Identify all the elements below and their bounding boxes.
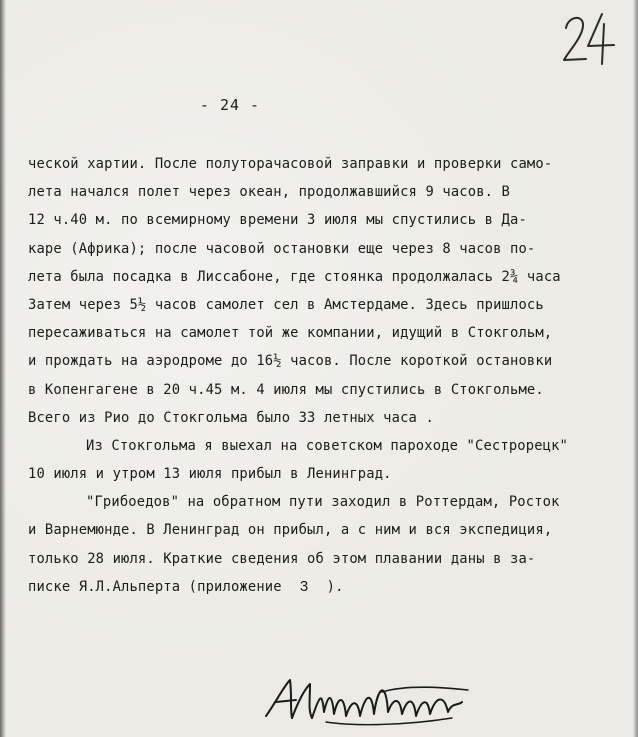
text-line: лета была посадка в Лиссабоне, где стоянка продолжалась 2¾ часа — [28, 268, 561, 285]
text-line: "Грибоедов" на обратном пути заходил в Роттердам, Росток — [86, 494, 560, 511]
text-line: Из Стокгольма я выехал на советском пароходе "Сестрорецк" — [86, 437, 569, 454]
handwritten-appendix-number: 3 — [299, 577, 309, 595]
text-line-last — [28, 573, 634, 601]
handwritten-folio-number — [558, 8, 620, 68]
body-text — [28, 150, 634, 601]
text-line: и прождать на аэродроме до 16½ часов. После короткой остановки — [28, 353, 553, 370]
text-line: лета начался полет через океан, продолжавшийся 9 часов. В — [28, 184, 511, 201]
text-line: 10 июля и утром 13 июля прибыл в Ленинград. — [28, 466, 392, 483]
last-line-start: писке Я.Л.Альперта (приложение — [28, 578, 291, 595]
text-line: и Варнемюнде. В Ленинград он прибыл, а с ним и вся экспедиция, — [28, 522, 553, 539]
text-line: пересаживаться на самолет той же компании, идущий в Стокгольм, — [28, 325, 553, 342]
text-line: Всего из Рио до Стокгольма было 33 летных часа . — [28, 409, 434, 426]
text-line: Затем через 5½ часов самолет сел в Амстердаме. Здесь пришлось — [28, 296, 544, 313]
last-line-end: ). — [318, 578, 344, 595]
text-line: в Копенгагене в 20 ч.45 м. 4 июля мы спустились в Стокгольме. — [28, 381, 544, 398]
text-line: 12 ч.40 м. по всемирному времени 3 июля мы спустились в Да- — [28, 212, 527, 229]
text-line: каре (Африка); после часовой остановки еще через 8 часов по- — [28, 240, 536, 257]
text-line: ческой хартии. После полуторачасовой заправки и проверки само- — [28, 156, 553, 172]
text-line: только 28 июля. Краткие сведения об этом плавании даны в за- — [28, 550, 536, 567]
handwritten-signature — [262, 672, 484, 728]
page-number: - 24 - — [199, 96, 261, 114]
